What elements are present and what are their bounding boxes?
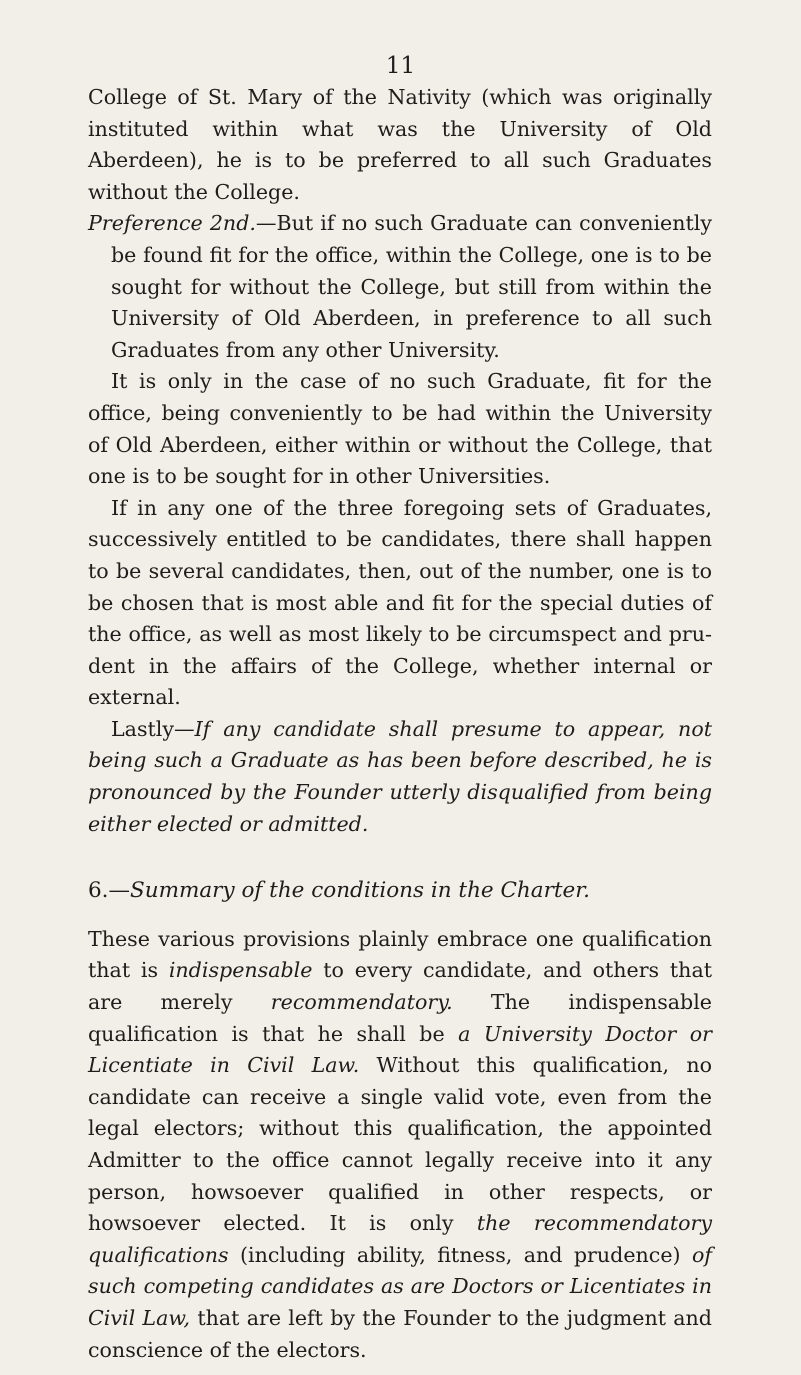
- paragraph-preference-2nd: [88, 208, 712, 366]
- summary-text-4: Without this qualification, no candidate can receive a single valid vote, even from the legal electors; without this qualification, the appointed Admitter to the office cannot legally receive into it any person, howsoever qualified in other respects, or howsoever elected. It is only: [88, 1053, 713, 1236]
- summary-italic-recommendatory: recommendatory.: [270, 990, 453, 1015]
- paragraph-3: It is only in the case of no such Graduate, fit for the office, being conveniently to be had within the University of Old Aberdeen, either within or without the College, that one is to be sought for in other Universities.: [88, 369, 712, 489]
- summary-italic-indispensable: indispensable: [168, 958, 313, 983]
- summary-text-1: These various provisions plainly embrace one qualification that is: [88, 926, 712, 983]
- section-title: Summary of the conditions in the Charter.: [130, 878, 590, 904]
- page-text: [88, 82, 712, 1366]
- preference-text: —But if no such Graduate can conveniently be found fit for the office, within the College, one is to be sought for without the College, but still from within the University of Old Aberdeen, in preference to all such Graduates from any other University.: [111, 211, 712, 362]
- summary-text-3: The indispensable qualification is that he shall be: [88, 990, 712, 1046]
- lastly-lead: Lastly—: [111, 716, 195, 741]
- section-number: 6.—: [88, 878, 131, 904]
- summary-italic-competing: of such competing candidates as are Doctors or Licentiates in Civil Law,: [88, 1242, 712, 1330]
- summary-text-5: (including ability, fitness, and prudence): [228, 1242, 692, 1267]
- summary-italic-doctor: a University Doctor or Licentiate in Civil Law.: [88, 1021, 712, 1078]
- paragraph-lastly: [88, 714, 712, 840]
- paragraph-1: College of St. Mary of the Nativity (which was originally instituted within what was the University of Old Aberdeen), he is to be preferred to all such Graduates without the College.: [88, 85, 712, 204]
- section-heading: [88, 875, 712, 907]
- lastly-italic: If any candidate shall presume to appear, not being such a Graduate as has been before described, he is pronounced by the Founder utterly disqualified from being either elected or admitted.: [88, 716, 712, 836]
- preference-label: Preference 2nd.: [88, 211, 256, 236]
- summary-text-6: that are left by the Founder to the judgment and conscience of the electors.: [88, 1305, 712, 1362]
- page-number: 11: [385, 53, 416, 79]
- summary-paragraph: [88, 924, 712, 1366]
- summary-italic-recommendatory-quals: the recommendatory qualifications: [88, 1211, 712, 1267]
- paragraph-4: If in any one of the three foregoing sets of Graduates, successively entitled to be candidates, there shall happen to be several candidates, then, out of the number, one is to be chosen that is most able and fit for the special duties of the office, as well as most likely to be circumspect and pru- dent in the affairs of the College, whether internal or external.: [88, 495, 712, 710]
- summary-text-2: to every candidate, and others that are merely: [88, 958, 713, 1015]
